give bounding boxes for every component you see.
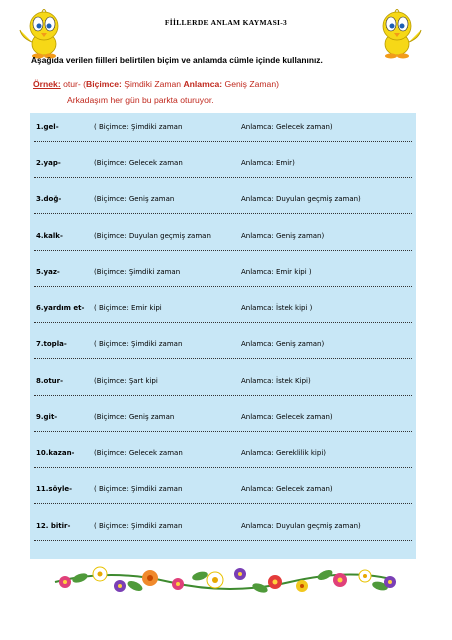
answer-line[interactable] xyxy=(34,395,412,396)
item-verb: 12. bitir- xyxy=(36,522,71,530)
answer-line[interactable] xyxy=(34,177,412,178)
cartoon-bird-icon xyxy=(367,6,427,62)
item-verb: 9.git- xyxy=(36,413,58,421)
worksheet-item xyxy=(30,224,416,260)
item-bicimce: ( Biçimce: Emir kipi xyxy=(94,304,162,312)
worksheet-box xyxy=(30,113,416,559)
item-bicimce: (Biçimce: Geniş zaman xyxy=(94,413,175,421)
item-verb: 2.yap- xyxy=(36,159,61,167)
item-verb: 7.topla- xyxy=(36,340,67,348)
item-bicimce: ( Biçimce: Şimdiki zaman xyxy=(94,123,183,131)
example-anlamca-label: Anlamca: xyxy=(183,79,223,89)
worksheet-item xyxy=(30,514,416,550)
item-verb: 11.söyle- xyxy=(36,485,72,493)
worksheet-item xyxy=(30,441,416,477)
answer-line[interactable] xyxy=(34,540,412,541)
item-verb: 1.gel- xyxy=(36,123,59,131)
item-bicimce: (Biçimce: Duyulan geçmiş zaman xyxy=(94,232,211,240)
item-bicimce: ( Biçimce: Şimdiki zaman xyxy=(94,485,183,493)
example-label: Örnek: xyxy=(33,79,61,89)
example-verb: otur- ( xyxy=(60,79,87,89)
answer-line[interactable] xyxy=(34,213,412,214)
item-anlamca: Anlamca: Gelecek zaman) xyxy=(241,485,333,493)
item-verb: 10.kazan- xyxy=(36,449,75,457)
item-anlamca: Anlamca: Duyulan geçmiş zaman) xyxy=(241,195,361,203)
example-bicimce-label: Biçimce: xyxy=(86,79,122,89)
example-bicimce-value: Şimdiki Zaman xyxy=(121,79,184,89)
item-bicimce: ( Biçimce: Şimdiki zaman xyxy=(94,340,183,348)
worksheet-item xyxy=(30,296,416,332)
item-anlamca: Anlamca: Geniş zaman) xyxy=(241,232,325,240)
item-anlamca: Anlamca: Duyulan geçmiş zaman) xyxy=(241,522,361,530)
item-anlamca: Anlamca: Gelecek zaman) xyxy=(241,123,333,131)
item-anlamca: Anlamca: Emir) xyxy=(241,159,295,167)
cartoon-bird-icon xyxy=(14,6,74,62)
example-anlamca-value: Geniş Zaman) xyxy=(222,79,279,89)
worksheet-item xyxy=(30,477,416,513)
answer-line[interactable] xyxy=(34,250,412,251)
item-verb: 4.kalk- xyxy=(36,232,63,240)
item-verb: 5.yaz- xyxy=(36,268,60,276)
item-verb: 8.otur- xyxy=(36,377,64,385)
answer-line[interactable] xyxy=(34,467,412,468)
item-anlamca: Anlamca: Gereklilik kipi) xyxy=(241,449,326,457)
item-bicimce: (Biçimce: Şimdiki zaman xyxy=(94,268,181,276)
item-anlamca: Anlamca: İstek Kipi) xyxy=(241,377,311,385)
worksheet-item xyxy=(30,260,416,296)
answer-line[interactable] xyxy=(34,503,412,504)
example-sentence: Arkadaşım her gün bu parkta oturuyor. xyxy=(67,95,214,105)
answer-line[interactable] xyxy=(34,141,412,142)
item-bicimce: (Biçimce: Şart kipi xyxy=(94,377,158,385)
page-title: FİİLLERDE ANLAM KAYMASI-3 xyxy=(164,18,288,27)
worksheet-item xyxy=(30,332,416,368)
item-verb: 3.doğ- xyxy=(36,195,62,203)
worksheet-item xyxy=(30,151,416,187)
item-bicimce: ( Biçimce: Şimdiki zaman xyxy=(94,522,183,530)
item-bicimce: (Biçimce: Gelecek zaman xyxy=(94,449,183,457)
item-anlamca: Anlamca: Emir kipi ) xyxy=(241,268,312,276)
item-anlamca: Anlamca: İstek kipi ) xyxy=(241,304,313,312)
item-anlamca: Anlamca: Geniş zaman) xyxy=(241,340,325,348)
item-verb: 6.yardım et- xyxy=(36,304,85,312)
answer-line[interactable] xyxy=(34,286,412,287)
worksheet-item xyxy=(30,187,416,223)
answer-line[interactable] xyxy=(34,358,412,359)
worksheet-item xyxy=(30,369,416,405)
flower-garland xyxy=(50,560,400,600)
item-anlamca: Anlamca: Gelecek zaman) xyxy=(241,413,333,421)
instruction-text: Aşağıda verilen fiilleri belirtilen biçim ve anlamda cümle içinde kullanınız. xyxy=(31,55,323,65)
example-line xyxy=(33,79,433,89)
answer-line[interactable] xyxy=(34,322,412,323)
worksheet-item xyxy=(30,405,416,441)
answer-line[interactable] xyxy=(34,431,412,432)
item-bicimce: (Biçimce: Gelecek zaman xyxy=(94,159,183,167)
item-bicimce: (Biçimce: Geniş zaman xyxy=(94,195,175,203)
worksheet-item xyxy=(30,115,416,151)
